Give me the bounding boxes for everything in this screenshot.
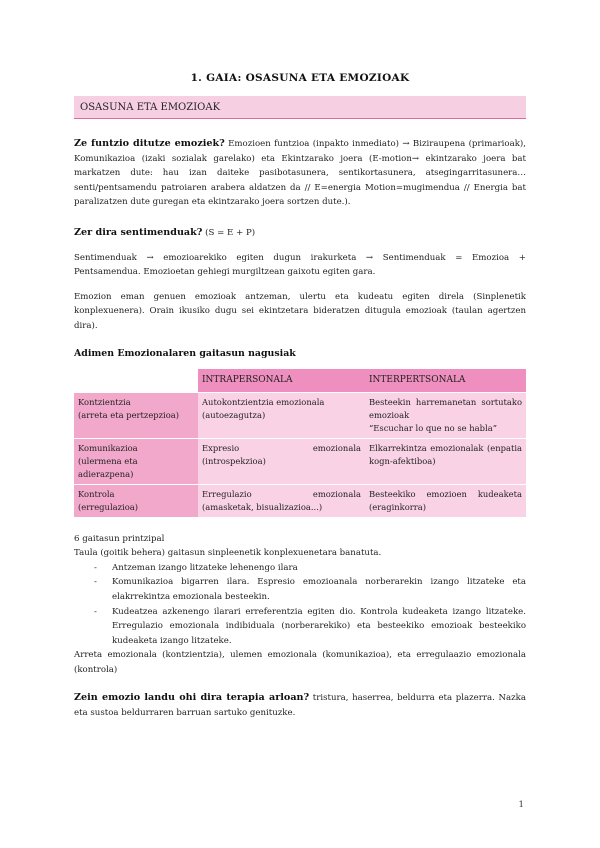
section-header-label: OSASUNA ETA EMOZIOAK xyxy=(80,102,221,113)
cell-line: “Escuchar lo que no se habla” xyxy=(369,422,497,433)
row-header-control xyxy=(74,484,198,517)
question-therapy: Zein emozio landu ohi dira terapia arloan? xyxy=(74,692,310,704)
table-corner-cell xyxy=(74,369,198,393)
paragraph-functions xyxy=(74,137,526,210)
table-row xyxy=(74,392,526,438)
list-item: - Komunikazioa bigarren ilara. Espresio emozioanala norberarekin izango litzateke eta elakrrekintza emozionala besteekin. xyxy=(94,575,526,604)
cell-line: Erregulazio emozionala xyxy=(202,488,361,499)
table-row xyxy=(74,484,526,517)
answer-therapy: tristura, haserrea, beldurra eta plazerra. Nazka eta sustoa beldurraren barruan sartuko genituzke. xyxy=(74,693,527,719)
question-feelings: Zer dira sentimenduak? xyxy=(74,226,203,238)
notes-bullet-list xyxy=(94,561,526,649)
cell-line: (amasketak, bisualizazioa...) xyxy=(202,501,323,512)
paragraph-emotion-steps: Emozion eman genuen emozioak antzeman, ulertu eta kudeatu egiten direla (Sinplenetik konplexuenera). Orain ikusiko dugu sei ekintzetara bideratzen ditugula emozioak (taulan agertzen dira). xyxy=(74,291,526,331)
row-sublabel: (arreta eta pertzepzioa) xyxy=(78,409,180,420)
notes-line: 6 gaitasun printzipal xyxy=(74,533,165,544)
table-header-row xyxy=(74,369,526,393)
table-cell xyxy=(198,484,365,517)
section-header-bar xyxy=(74,96,526,119)
list-item: - Kudeatzea azkenengo ilarari erreferentzia egiten dio. Kontrola kudeaketa izango litzateke. Erregulazio emozionala indibiduala (norberarekiko) eta besteekiko emozioak besteekiko kudeaketa izango litzateke. xyxy=(94,605,526,649)
cell-line: Expresio emozionala xyxy=(202,442,361,453)
cell-line: kogn-afektiboa) xyxy=(369,455,436,466)
paragraph-feelings-definition: Sentimenduak → emozioarekiko egiten dugun irakurketa → Sentimenduak = Emozioa + Pentsamendua. Emozioetan gehiegi murgiltzean gaixotu egiten gara. xyxy=(74,252,526,278)
cell-line: (eraginkorra) xyxy=(369,501,427,512)
row-label: Komunikazioa xyxy=(78,442,138,453)
table-cell xyxy=(365,438,526,484)
notes-line: Taula (goitik behera) gaitasun sinpleenetik konplexuenetara banatuta. xyxy=(74,548,382,559)
page-content xyxy=(74,72,526,721)
cell-line: emozioak xyxy=(369,409,410,420)
paragraph-therapy-emotions xyxy=(74,691,526,720)
paragraph-feelings-question xyxy=(74,226,526,241)
cell-line: (autoezagutza) xyxy=(202,409,266,420)
row-sublabel: (erregulazioa) xyxy=(78,501,139,512)
document-title: 1. GAIA: OSASUNA ETA EMOZIOAK xyxy=(190,72,410,84)
table-row xyxy=(74,438,526,484)
row-header-communication xyxy=(74,438,198,484)
question-functions: Ze funtzio ditutze emoziek? xyxy=(74,138,225,149)
row-label: Kontzientzia xyxy=(78,396,131,407)
row-sublabel: (ulermena eta adierazpena) xyxy=(78,455,138,479)
column-header-interpersonal: INTERPERTSONALA xyxy=(365,369,526,393)
table-cell xyxy=(198,392,365,438)
table-cell xyxy=(198,438,365,484)
table-heading: Adimen Emozionalaren gaitasun nagusiak xyxy=(74,347,296,359)
cell-line: Besteekiko emozioen kudeaketa xyxy=(369,488,522,499)
table-notes xyxy=(74,532,526,678)
cell-line: Elkarrekintza emozionalak (enpatia xyxy=(369,442,522,453)
feelings-formula: (S = E + P) xyxy=(202,227,256,238)
cell-line: (introspekzioa) xyxy=(202,455,266,466)
page-number: 1 xyxy=(518,800,524,810)
list-item: - Antzeman izango litzateke lehenengo ilara xyxy=(94,561,526,576)
column-header-intrapersonal: INTRAPERSONALA xyxy=(198,369,365,393)
table-cell xyxy=(365,392,526,438)
cell-line: Besteekin harremanetan sortutako xyxy=(369,396,522,407)
notes-summary: Arreta emozionala (kontzientzia), ulemen emozionala (komunikazioa), eta erregulaazio emozionala (kontrola) xyxy=(74,650,526,675)
row-header-awareness xyxy=(74,392,198,438)
row-label: Kontrola xyxy=(78,488,115,499)
table-cell xyxy=(365,484,526,517)
answer-functions: Emozioen funtzioa (inpakto inmediato) → Biziraupena (primarioak), Komunikazioa (izaki sozialak garelako) eta Ekintzarako joera (E-motion→ ekintzarako joera bat markatzen dute: hau izan daiteke pasibotasunera, sentikortasunera, atsegingarritasunera… senti/pentsamendu patroiaren arabera aldatzen da // E=energia Motion=mugimendua // Energia bat paralizatzen dute guregan eta ekintzarako joera sortzen dute.). xyxy=(74,139,526,208)
cell-line: Autokontzientzia emozionala xyxy=(202,396,325,407)
skills-table xyxy=(74,369,526,518)
